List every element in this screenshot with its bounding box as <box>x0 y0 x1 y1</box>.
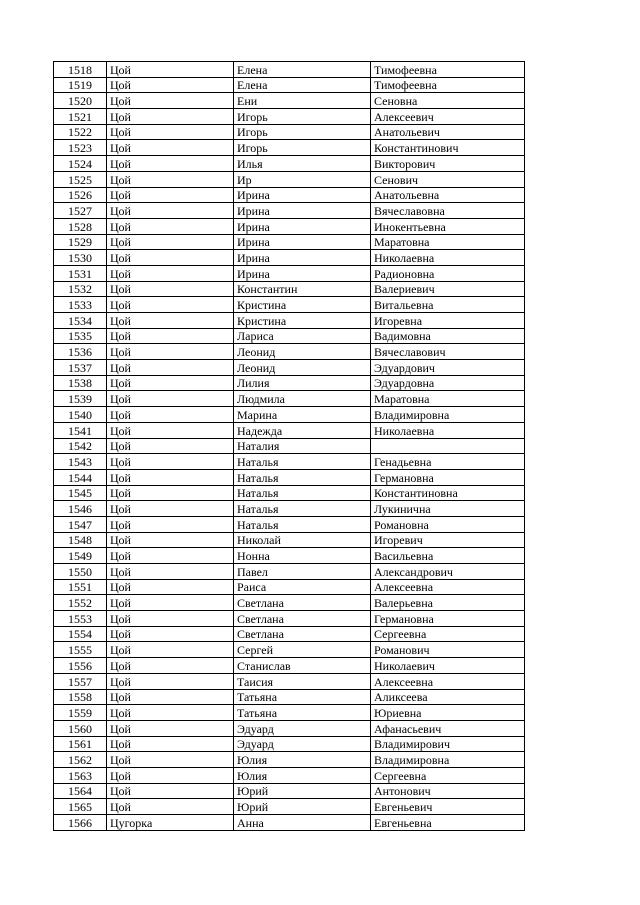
patronymic-cell: Сенович <box>371 171 525 187</box>
row-number-cell: 1535 <box>54 328 107 344</box>
row-number-cell: 1553 <box>54 611 107 627</box>
first-name-cell: Ирина <box>234 187 371 203</box>
row-number-cell: 1542 <box>54 438 107 454</box>
patronymic-cell: Тимофеевна <box>371 62 525 78</box>
first-name-cell: Ирина <box>234 234 371 250</box>
surname-cell: Цой <box>107 218 234 234</box>
table-row <box>54 469 525 485</box>
patronymic-cell: Германовна <box>371 611 525 627</box>
table-row <box>54 673 525 689</box>
patronymic-cell: Игоревич <box>371 532 525 548</box>
patronymic-cell: Инокентьевна <box>371 218 525 234</box>
row-number-cell: 1546 <box>54 501 107 517</box>
patronymic-cell: Алексеевич <box>371 109 525 125</box>
row-number-cell: 1552 <box>54 595 107 611</box>
patronymic-cell: Евгеньевна <box>371 815 525 831</box>
first-name-cell: Павел <box>234 564 371 580</box>
row-number-cell: 1543 <box>54 454 107 470</box>
first-name-cell: Константин <box>234 281 371 297</box>
surname-cell: Цой <box>107 203 234 219</box>
surname-cell: Цой <box>107 250 234 266</box>
first-name-cell: Игорь <box>234 109 371 125</box>
surname-cell: Цой <box>107 454 234 470</box>
first-name-cell: Ирина <box>234 265 371 281</box>
surname-cell: Цой <box>107 626 234 642</box>
names-table-body <box>54 62 525 831</box>
table-row <box>54 720 525 736</box>
table-row <box>54 328 525 344</box>
first-name-cell: Светлана <box>234 611 371 627</box>
patronymic-cell: Афанасьевич <box>371 720 525 736</box>
patronymic-cell: Игоревна <box>371 313 525 329</box>
surname-cell: Цой <box>107 752 234 768</box>
row-number-cell: 1530 <box>54 250 107 266</box>
surname-cell: Цой <box>107 234 234 250</box>
row-number-cell: 1534 <box>54 313 107 329</box>
patronymic-cell: Евгеньевич <box>371 799 525 815</box>
names-table <box>53 61 525 831</box>
surname-cell: Цой <box>107 93 234 109</box>
surname-cell: Цой <box>107 281 234 297</box>
patronymic-cell: Романович <box>371 642 525 658</box>
surname-cell: Цой <box>107 611 234 627</box>
row-number-cell: 1561 <box>54 736 107 752</box>
table-row <box>54 438 525 454</box>
surname-cell: Цой <box>107 658 234 674</box>
first-name-cell: Ирина <box>234 203 371 219</box>
patronymic-cell: Вячеславович <box>371 344 525 360</box>
row-number-cell: 1551 <box>54 579 107 595</box>
surname-cell: Цой <box>107 328 234 344</box>
row-number-cell: 1539 <box>54 391 107 407</box>
table-row <box>54 93 525 109</box>
surname-cell: Цой <box>107 516 234 532</box>
patronymic-cell: Алексеевна <box>371 579 525 595</box>
first-name-cell: Раиса <box>234 579 371 595</box>
row-number-cell: 1525 <box>54 171 107 187</box>
patronymic-cell: Юриевна <box>371 705 525 721</box>
patronymic-cell: Александрович <box>371 564 525 580</box>
surname-cell: Цой <box>107 156 234 172</box>
surname-cell: Цой <box>107 407 234 423</box>
row-number-cell: 1563 <box>54 767 107 783</box>
first-name-cell: Лариса <box>234 328 371 344</box>
row-number-cell: 1559 <box>54 705 107 721</box>
patronymic-cell: Константиновна <box>371 485 525 501</box>
table-row <box>54 313 525 329</box>
patronymic-cell: Васильевна <box>371 548 525 564</box>
first-name-cell: Кристина <box>234 297 371 313</box>
patronymic-cell: Эдуардович <box>371 360 525 376</box>
table-row <box>54 767 525 783</box>
patronymic-cell: Лукинична <box>371 501 525 517</box>
first-name-cell: Юрий <box>234 783 371 799</box>
first-name-cell: Эдуард <box>234 720 371 736</box>
row-number-cell: 1527 <box>54 203 107 219</box>
surname-cell: Цой <box>107 736 234 752</box>
first-name-cell: Лилия <box>234 375 371 391</box>
first-name-cell: Наталья <box>234 454 371 470</box>
table-row <box>54 783 525 799</box>
surname-cell: Цой <box>107 375 234 391</box>
patronymic-cell: Сеновна <box>371 93 525 109</box>
surname-cell: Цой <box>107 783 234 799</box>
surname-cell: Цой <box>107 438 234 454</box>
table-row <box>54 595 525 611</box>
patronymic-cell: Генадьевна <box>371 454 525 470</box>
row-number-cell: 1547 <box>54 516 107 532</box>
patronymic-cell: Вадимовна <box>371 328 525 344</box>
first-name-cell: Наталья <box>234 501 371 517</box>
table-row <box>54 454 525 470</box>
table-row <box>54 564 525 580</box>
first-name-cell: Марина <box>234 407 371 423</box>
row-number-cell: 1536 <box>54 344 107 360</box>
first-name-cell: Елена <box>234 62 371 78</box>
surname-cell: Цой <box>107 485 234 501</box>
row-number-cell: 1541 <box>54 422 107 438</box>
patronymic-cell: Анатольевич <box>371 124 525 140</box>
first-name-cell: Ирина <box>234 218 371 234</box>
row-number-cell: 1540 <box>54 407 107 423</box>
surname-cell: Цой <box>107 313 234 329</box>
table-row <box>54 407 525 423</box>
first-name-cell: Леонид <box>234 344 371 360</box>
surname-cell: Цой <box>107 171 234 187</box>
row-number-cell: 1554 <box>54 626 107 642</box>
table-row <box>54 297 525 313</box>
patronymic-cell: Антонович <box>371 783 525 799</box>
patronymic-cell <box>371 438 525 454</box>
patronymic-cell: Николаевна <box>371 250 525 266</box>
surname-cell: Цой <box>107 391 234 407</box>
row-number-cell: 1566 <box>54 815 107 831</box>
first-name-cell: Ени <box>234 93 371 109</box>
table-row <box>54 360 525 376</box>
patronymic-cell: Анатольевна <box>371 187 525 203</box>
patronymic-cell: Валериевич <box>371 281 525 297</box>
row-number-cell: 1533 <box>54 297 107 313</box>
first-name-cell: Татьяна <box>234 705 371 721</box>
first-name-cell: Наталия <box>234 438 371 454</box>
table-row <box>54 752 525 768</box>
table-row <box>54 579 525 595</box>
row-number-cell: 1544 <box>54 469 107 485</box>
row-number-cell: 1558 <box>54 689 107 705</box>
surname-cell: Цой <box>107 564 234 580</box>
first-name-cell: Сергей <box>234 642 371 658</box>
row-number-cell: 1550 <box>54 564 107 580</box>
first-name-cell: Кристина <box>234 313 371 329</box>
table-row <box>54 611 525 627</box>
table-row <box>54 109 525 125</box>
first-name-cell: Илья <box>234 156 371 172</box>
patronymic-cell: Сергеевна <box>371 626 525 642</box>
patronymic-cell: Романовна <box>371 516 525 532</box>
table-row <box>54 736 525 752</box>
first-name-cell: Светлана <box>234 595 371 611</box>
surname-cell: Цой <box>107 579 234 595</box>
row-number-cell: 1519 <box>54 77 107 93</box>
table-row <box>54 422 525 438</box>
first-name-cell: Татьяна <box>234 689 371 705</box>
patronymic-cell: Владимирович <box>371 736 525 752</box>
row-number-cell: 1521 <box>54 109 107 125</box>
table-row <box>54 218 525 234</box>
first-name-cell: Елена <box>234 77 371 93</box>
row-number-cell: 1532 <box>54 281 107 297</box>
first-name-cell: Юлия <box>234 752 371 768</box>
table-row <box>54 140 525 156</box>
first-name-cell: Станислав <box>234 658 371 674</box>
surname-cell: Цой <box>107 469 234 485</box>
surname-cell: Цой <box>107 344 234 360</box>
row-number-cell: 1555 <box>54 642 107 658</box>
patronymic-cell: Владимировна <box>371 407 525 423</box>
row-number-cell: 1537 <box>54 360 107 376</box>
surname-cell: Цой <box>107 124 234 140</box>
row-number-cell: 1518 <box>54 62 107 78</box>
row-number-cell: 1531 <box>54 265 107 281</box>
surname-cell: Цой <box>107 265 234 281</box>
first-name-cell: Нонна <box>234 548 371 564</box>
table-row <box>54 532 525 548</box>
first-name-cell: Леонид <box>234 360 371 376</box>
surname-cell: Цой <box>107 799 234 815</box>
patronymic-cell: Алексеевна <box>371 673 525 689</box>
row-number-cell: 1524 <box>54 156 107 172</box>
patronymic-cell: Валерьевна <box>371 595 525 611</box>
table-row <box>54 344 525 360</box>
surname-cell: Цой <box>107 767 234 783</box>
table-row <box>54 203 525 219</box>
first-name-cell: Ир <box>234 171 371 187</box>
patronymic-cell: Витальевна <box>371 297 525 313</box>
row-number-cell: 1545 <box>54 485 107 501</box>
table-row <box>54 62 525 78</box>
row-number-cell: 1548 <box>54 532 107 548</box>
first-name-cell: Наталья <box>234 485 371 501</box>
surname-cell: Цой <box>107 595 234 611</box>
first-name-cell: Наталья <box>234 516 371 532</box>
row-number-cell: 1529 <box>54 234 107 250</box>
surname-cell: Цой <box>107 689 234 705</box>
row-number-cell: 1564 <box>54 783 107 799</box>
surname-cell: Цой <box>107 187 234 203</box>
row-number-cell: 1549 <box>54 548 107 564</box>
first-name-cell: Таисия <box>234 673 371 689</box>
first-name-cell: Надежда <box>234 422 371 438</box>
table-row <box>54 516 525 532</box>
surname-cell: Цой <box>107 77 234 93</box>
first-name-cell: Николай <box>234 532 371 548</box>
first-name-cell: Эдуард <box>234 736 371 752</box>
patronymic-cell: Викторович <box>371 156 525 172</box>
first-name-cell: Людмила <box>234 391 371 407</box>
patronymic-cell: Маратовна <box>371 234 525 250</box>
table-row <box>54 548 525 564</box>
table-row <box>54 689 525 705</box>
first-name-cell: Игорь <box>234 140 371 156</box>
table-row <box>54 391 525 407</box>
table-row <box>54 626 525 642</box>
row-number-cell: 1523 <box>54 140 107 156</box>
table-row <box>54 250 525 266</box>
row-number-cell: 1557 <box>54 673 107 689</box>
surname-cell: Цой <box>107 548 234 564</box>
first-name-cell: Игорь <box>234 124 371 140</box>
patronymic-cell: Эдуардовна <box>371 375 525 391</box>
surname-cell: Цой <box>107 720 234 736</box>
first-name-cell: Юрий <box>234 799 371 815</box>
first-name-cell: Наталья <box>234 469 371 485</box>
table-row <box>54 171 525 187</box>
surname-cell: Цой <box>107 109 234 125</box>
patronymic-cell: Владимировна <box>371 752 525 768</box>
table-row <box>54 77 525 93</box>
surname-cell: Цой <box>107 501 234 517</box>
patronymic-cell: Маратовна <box>371 391 525 407</box>
surname-cell: Цой <box>107 705 234 721</box>
table-row <box>54 281 525 297</box>
row-number-cell: 1562 <box>54 752 107 768</box>
table-row <box>54 234 525 250</box>
table-row <box>54 705 525 721</box>
row-number-cell: 1565 <box>54 799 107 815</box>
table-row <box>54 501 525 517</box>
first-name-cell: Анна <box>234 815 371 831</box>
surname-cell: Цой <box>107 297 234 313</box>
patronymic-cell: Вячеславовна <box>371 203 525 219</box>
surname-cell: Цой <box>107 673 234 689</box>
table-row <box>54 485 525 501</box>
row-number-cell: 1526 <box>54 187 107 203</box>
table-row <box>54 124 525 140</box>
patronymic-cell: Николаевич <box>371 658 525 674</box>
first-name-cell: Юлия <box>234 767 371 783</box>
row-number-cell: 1520 <box>54 93 107 109</box>
row-number-cell: 1538 <box>54 375 107 391</box>
patronymic-cell: Сергеевна <box>371 767 525 783</box>
table-row <box>54 375 525 391</box>
first-name-cell: Светлана <box>234 626 371 642</box>
table-row <box>54 815 525 831</box>
surname-cell: Цой <box>107 642 234 658</box>
table-row <box>54 642 525 658</box>
surname-cell: Цугорка <box>107 815 234 831</box>
first-name-cell: Ирина <box>234 250 371 266</box>
table-row <box>54 658 525 674</box>
surname-cell: Цой <box>107 140 234 156</box>
table-row <box>54 799 525 815</box>
patronymic-cell: Германовна <box>371 469 525 485</box>
row-number-cell: 1556 <box>54 658 107 674</box>
table-row <box>54 187 525 203</box>
patronymic-cell: Радионовна <box>371 265 525 281</box>
row-number-cell: 1560 <box>54 720 107 736</box>
surname-cell: Цой <box>107 422 234 438</box>
patronymic-cell: Аликсеева <box>371 689 525 705</box>
table-row <box>54 156 525 172</box>
row-number-cell: 1528 <box>54 218 107 234</box>
patronymic-cell: Тимофеевна <box>371 77 525 93</box>
surname-cell: Цой <box>107 360 234 376</box>
patronymic-cell: Константинович <box>371 140 525 156</box>
table-row <box>54 265 525 281</box>
row-number-cell: 1522 <box>54 124 107 140</box>
surname-cell: Цой <box>107 62 234 78</box>
surname-cell: Цой <box>107 532 234 548</box>
patronymic-cell: Николаевна <box>371 422 525 438</box>
